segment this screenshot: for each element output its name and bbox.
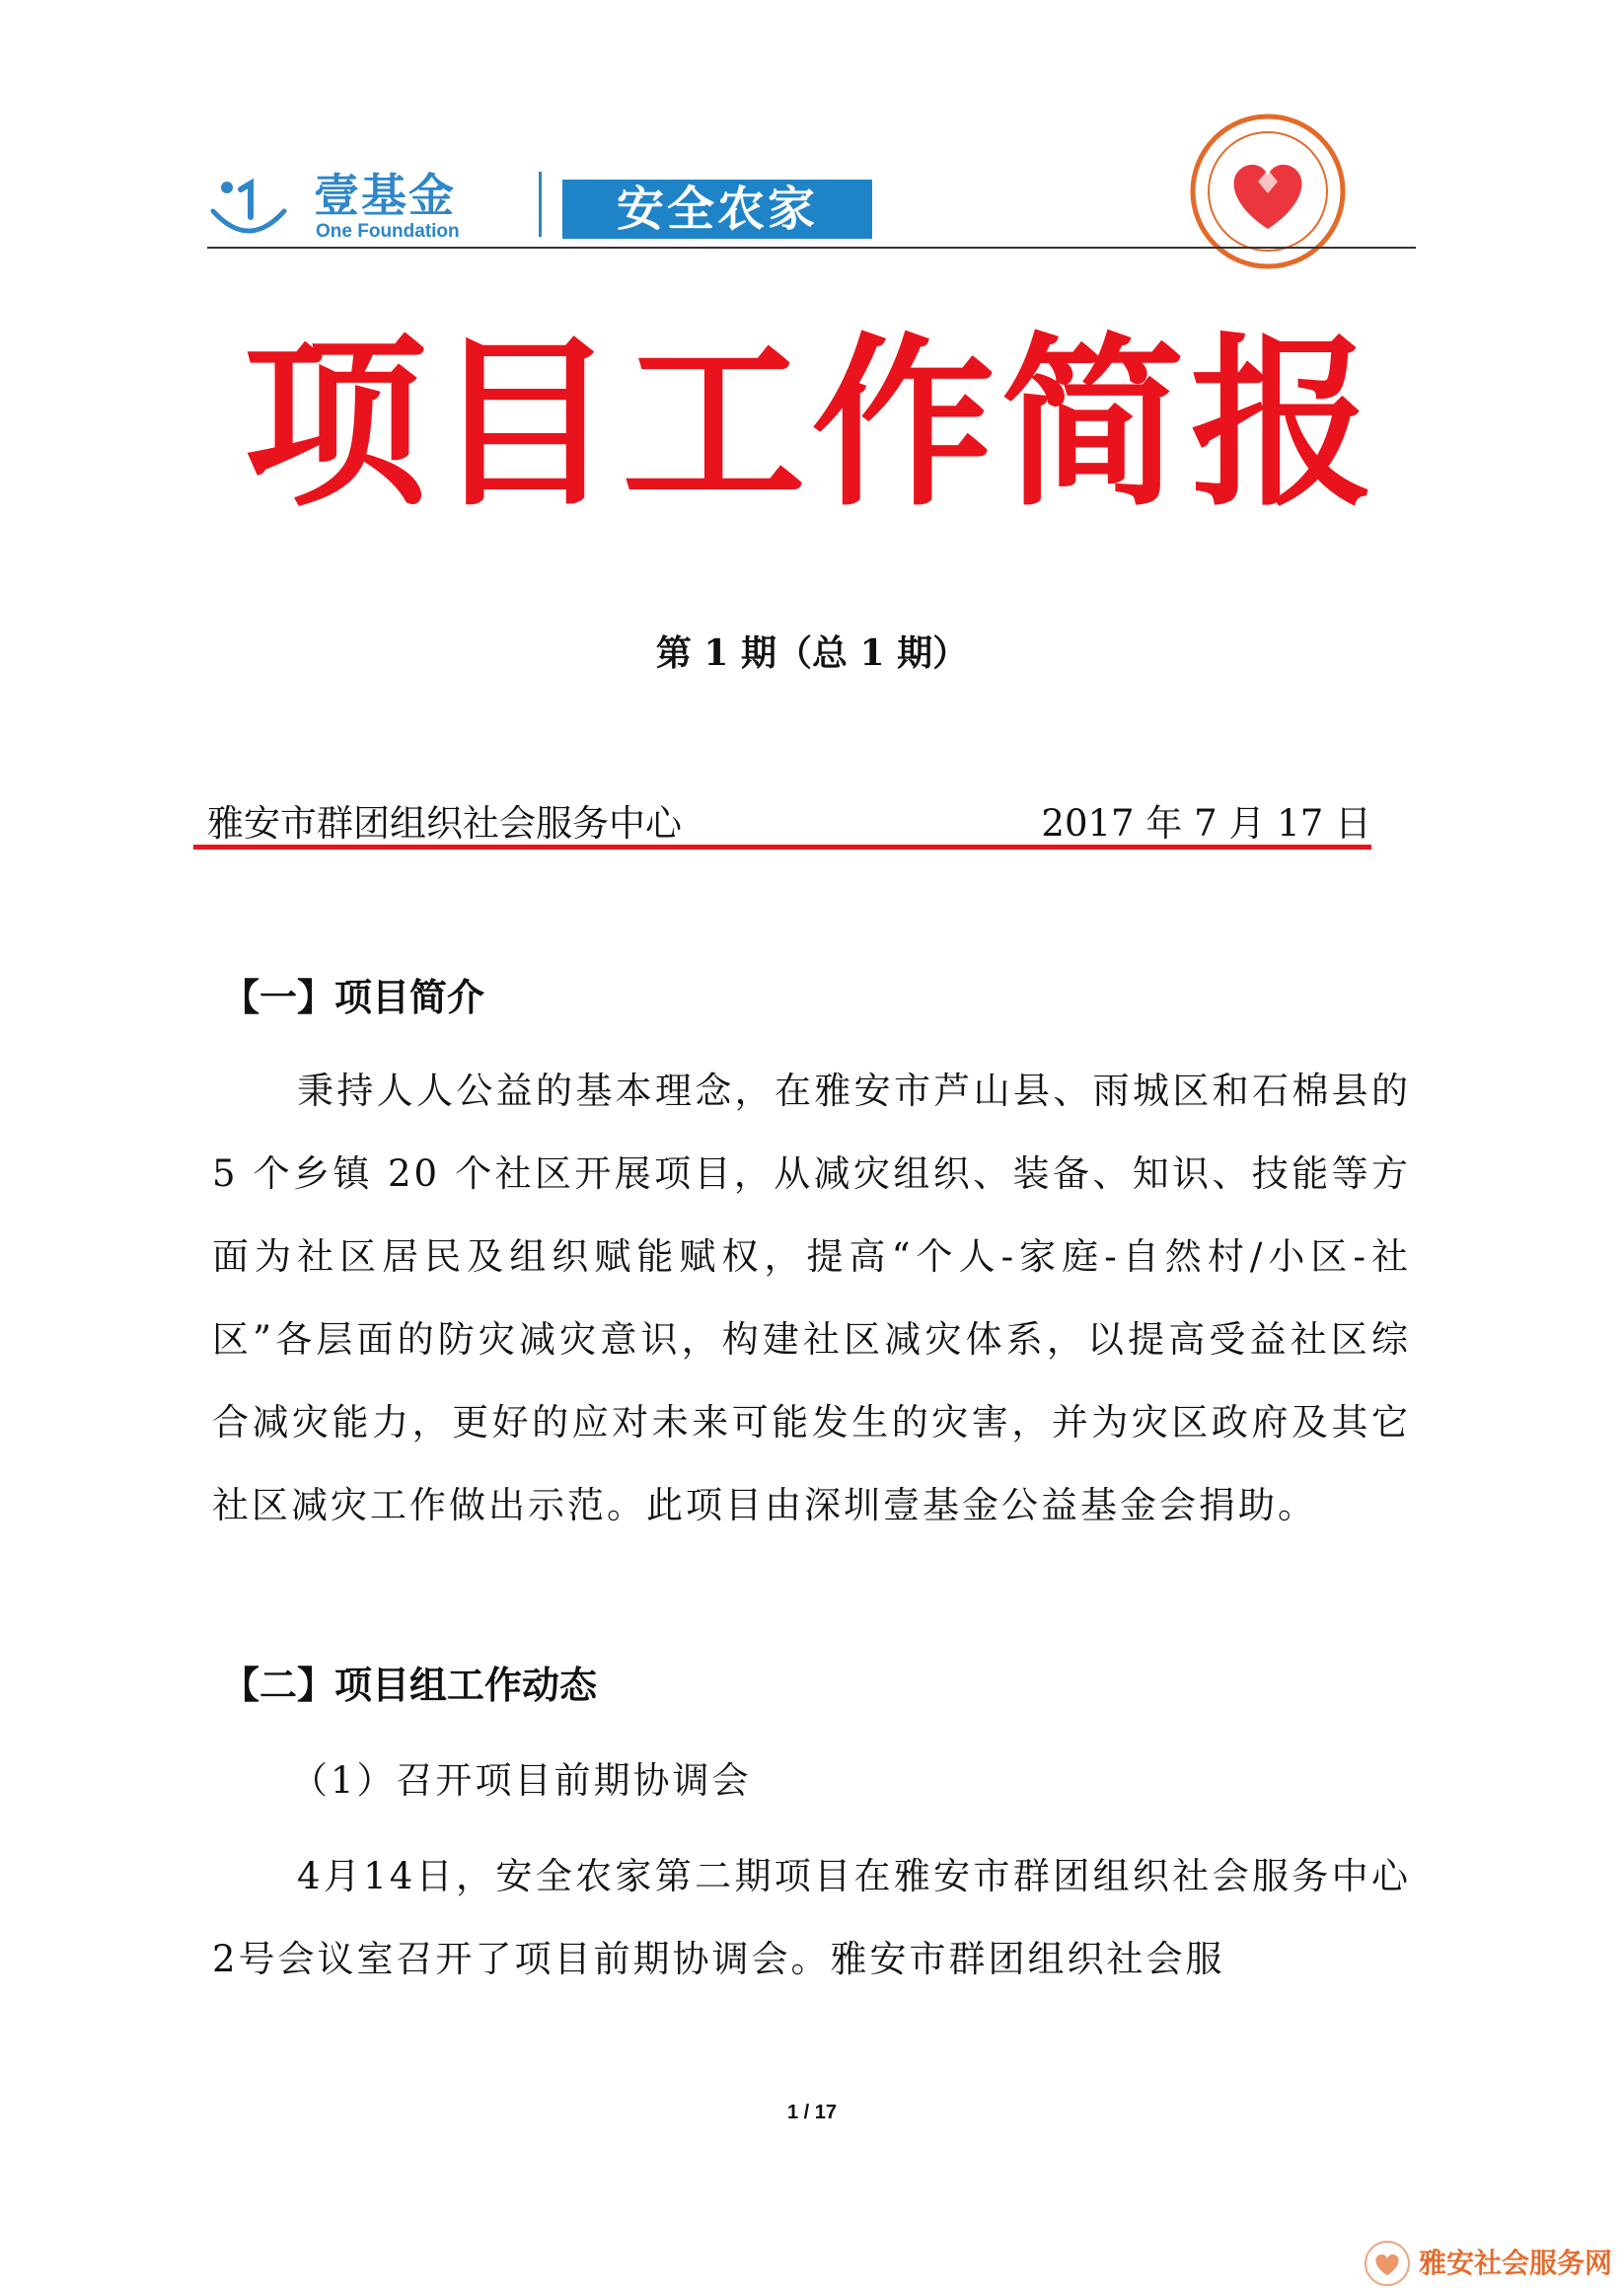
logo-divider — [539, 172, 542, 237]
org-date-row — [207, 801, 1371, 847]
subsection-heading: （1）召开项目前期协调会 — [291, 1759, 752, 1802]
anquan-nongjia-logo: 安全农家 — [562, 180, 872, 239]
logo-chinese-text: 壹基金 — [314, 169, 456, 222]
logo-english-text: One Foundation — [316, 221, 460, 242]
header-rule — [207, 247, 1416, 249]
organization-name: 雅安市群团组织社会服务中心 — [207, 802, 682, 845]
section-heading-updates: 【二】项目组工作动态 — [222, 1664, 598, 1707]
document-title: 项目工作简报 — [243, 317, 1380, 531]
one-foundation-logo — [207, 170, 503, 241]
page-number: 1 / 17 — [786, 2102, 838, 2123]
issue-number: 第 1 期（总 1 期） — [655, 632, 969, 674]
red-divider — [193, 845, 1371, 850]
report-date: 2017 年 7 月 17 日 — [1041, 802, 1371, 845]
watermark — [1364, 2240, 1613, 2287]
watermark-text: 雅安社会服务网 — [1419, 2247, 1613, 2279]
updates-paragraph: 4月14日，安全农家第二期项目在雅安市群团组织社会服务中心2号会议室召开了项目前期协调会。雅安市群团组织社会服 — [212, 1855, 1411, 1980]
heart-logo-icon — [1364, 2240, 1411, 2287]
smile-logo-icon — [207, 174, 290, 241]
intro-paragraph: 秉持人人公益的基本理念，在雅安市芦山县、雨城区和石棉县的 5 个乡镇 20 个社区开展项目，从减灾组织、装备、知识、技能等方面为社区居民及组织赋能赋权，提高“个人-家庭-自然村/小区-社区”各层面的防灾减灾意识，构建社区减灾体系，以提高受益社区综合减灾能力，更好的应对未来可能发生的灾害，并为灾区政府及其它社区减灾工作做出示范。此项目由深圳壹基金公益基金会捐助。 — [212, 1070, 1411, 1526]
section-heading-intro: 【一】项目简介 — [222, 976, 485, 1019]
